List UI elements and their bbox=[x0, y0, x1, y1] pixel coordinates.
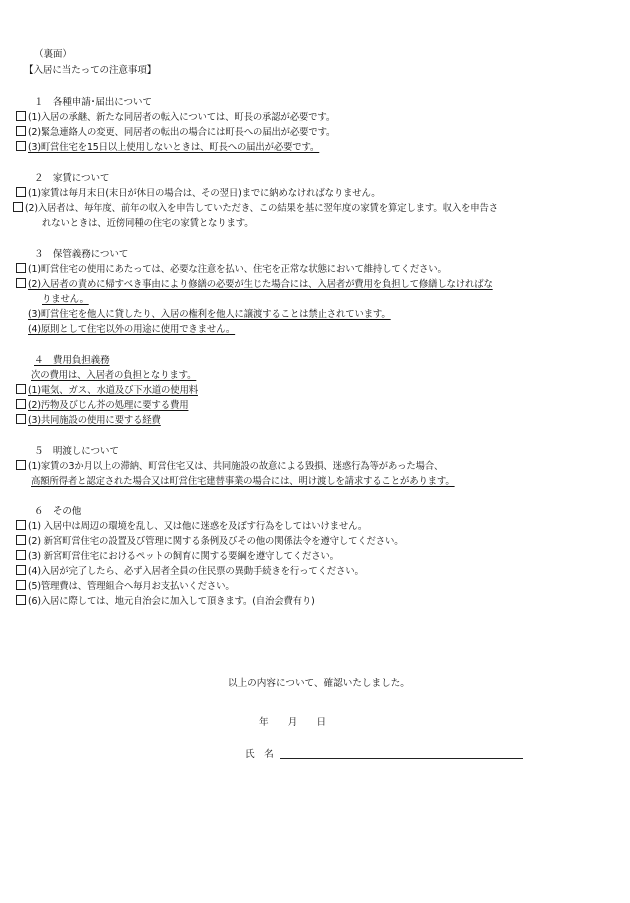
section-3-item-2-cont: りません。 bbox=[42, 294, 89, 305]
section-1-item-2: (2)緊急連絡人の変更、同居者の転出の場合には町長への届出が必要です。 bbox=[16, 126, 335, 139]
section-5-item-1: (1)家賃の3か月以上の滞納、町営住宅又は、共同施設の故意による毀損、迷惑行為等があった場合、 bbox=[16, 460, 443, 473]
section-1-item-3: (3)町営住宅を15日以上使用しないときは、町長への届出が必要です。 bbox=[16, 141, 319, 154]
section-3-item-2: (2)入居者の責めに帰すべき事由により修繕の必要が生じた場合には、入居者が費用を負担して修繕しなければな bbox=[16, 278, 493, 291]
checkbox[interactable] bbox=[16, 460, 26, 470]
section-3-item-3: (3)町営住宅を他人に貸したり、入居の権利を他人に譲渡することは禁止されています。 bbox=[28, 309, 391, 320]
section-6-item-5: (5)管理費は、管理組合へ毎月お支払いください。 bbox=[16, 580, 235, 593]
section-4-item-2: (2)汚物及びじん芥の処理に要する費用 bbox=[16, 399, 188, 412]
checkbox[interactable] bbox=[16, 580, 26, 590]
checkbox[interactable] bbox=[16, 384, 26, 394]
section-5-heading: ５ 明渡しについて bbox=[34, 446, 119, 457]
checkbox[interactable] bbox=[16, 111, 26, 121]
section-3-item-4: (4)原則として住宅以外の用途に使用できません。 bbox=[28, 324, 236, 335]
checkbox[interactable] bbox=[16, 399, 26, 409]
section-5-item-1-cont: 高額所得者と認定された場合又は町営住宅建替事業の場合には、明け渡しを請求することがあります。 bbox=[31, 476, 455, 487]
checkbox[interactable] bbox=[16, 550, 26, 560]
checkbox[interactable] bbox=[16, 535, 26, 545]
checkbox[interactable] bbox=[16, 187, 26, 197]
section-6-heading: ６ その他 bbox=[34, 506, 82, 517]
section-2-item-1: (1)家賃は毎月末日(末日が休日の場合は、その翌日)までに納めなければなりません。 bbox=[16, 187, 381, 200]
section-6-item-1: (1) 入居中は周辺の環境を乱し、又は他に迷惑を及ぼす行為をしてはいけません。 bbox=[16, 520, 367, 533]
section-6-item-2: (2) 新宮町営住宅の設置及び管理に関する条例及びその他の関係法令を遵守してください。 bbox=[16, 535, 403, 548]
section-6-item-4: (4)入居が完了したら、必ず入居者全員の住民票の異動手続きを行ってください。 bbox=[16, 565, 364, 578]
checkbox[interactable] bbox=[16, 595, 26, 605]
checkbox[interactable] bbox=[16, 278, 26, 288]
section-4-heading: ４ 費用負担義務 bbox=[34, 355, 110, 366]
section-4-intro: 次の費用は、入居者の負担となります。 bbox=[31, 370, 197, 381]
checkbox[interactable] bbox=[16, 520, 26, 530]
checkbox[interactable] bbox=[16, 141, 26, 151]
confirmation-text: 以上の内容について、確認いたしました。 bbox=[228, 678, 410, 689]
section-3-heading: ３ 保管義務について bbox=[34, 249, 129, 260]
checkbox[interactable] bbox=[16, 263, 26, 273]
section-1-heading: １ 各種申請･届出について bbox=[34, 97, 152, 108]
checkbox[interactable] bbox=[13, 202, 23, 212]
document-title: 【入居に当たっての注意事項】 bbox=[24, 65, 157, 76]
date-field: 年 月 日 bbox=[259, 717, 327, 728]
checkbox[interactable] bbox=[16, 565, 26, 575]
checkbox[interactable] bbox=[16, 414, 26, 424]
section-2-heading: ２ 家賃について bbox=[34, 173, 110, 184]
section-2-item-2-cont: れないときは、近傍同種の住宅の家賃となります。 bbox=[42, 218, 254, 229]
section-6-item-3: (3) 新宮町営住宅におけるペットの飼育に関する要綱を遵守してください。 bbox=[16, 550, 339, 563]
section-4-item-3: (3)共同施設の使用に要する経費 bbox=[16, 414, 161, 427]
section-4-item-1: (1)電気、ガス、水道及び下水道の使用料 bbox=[16, 384, 198, 397]
checkbox[interactable] bbox=[16, 126, 26, 136]
name-label: 氏 名 bbox=[245, 749, 274, 760]
section-6-item-6: (6)入居に際しては、地元自治会に加入して頂きます。(自治会費有り) bbox=[16, 595, 315, 608]
signature-line[interactable] bbox=[280, 758, 523, 759]
reverse-side-label: （裏面） bbox=[34, 49, 72, 60]
section-1-item-1: (1)入居の承継、新たな同居者の転入については、町長の承認が必要です。 bbox=[16, 111, 335, 124]
section-2-item-2: (2)入居者は、毎年度、前年の収入を申告していただき、この結果を基に翌年度の家賃を算定します。収入を申告さ bbox=[13, 202, 498, 215]
section-3-item-1: (1)町営住宅の使用にあたっては、必要な注意を払い、住宅を正常な状態において維持してください。 bbox=[16, 263, 447, 276]
